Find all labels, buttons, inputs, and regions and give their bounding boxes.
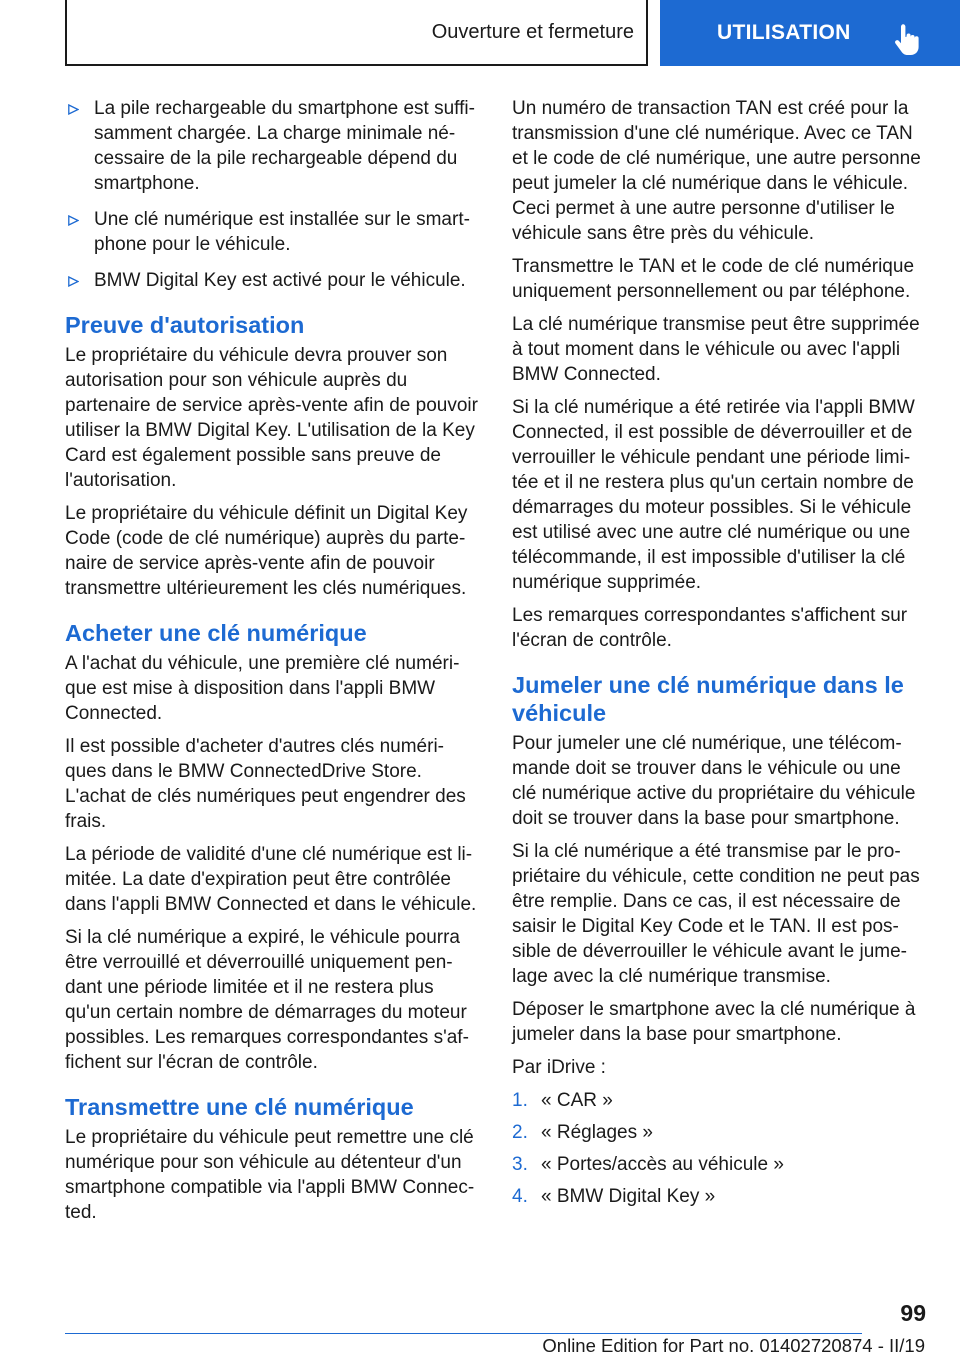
chapter-tab	[660, 0, 960, 66]
triangle-bullet-icon	[68, 215, 79, 226]
paragraph: La clé numérique transmise peut être supprimée à tout moment dans le véhicule ou avec l'appli BMW Connected.	[512, 314, 920, 385]
paragraph: Par iDrive :	[512, 1057, 606, 1078]
page-number: 99	[900, 1300, 926, 1326]
triangle-bullet-icon	[68, 276, 79, 287]
requirements-list	[65, 96, 478, 293]
paragraph: Les remarques correspondantes s'affichent sur l'écran de contrôle.	[512, 605, 908, 651]
chapter-title: UTILISATION	[717, 21, 851, 44]
paragraph: Le propriétaire du véhicule peut remettre une clé numérique pour son véhicule au détenteur d'un smartphone compatible via l'appli BMW Connected.	[65, 1127, 475, 1223]
right-column	[512, 96, 926, 1216]
triangle-bullet-icon	[68, 104, 79, 115]
paragraph: Pour jumeler une clé numérique, une télécommande doit se trouver dans le véhicule ou une clé numérique active du propriétaire du véhicule doit se trouver dans la base pour smartphone.	[512, 733, 916, 829]
step-number: 4.	[512, 1186, 528, 1207]
list-item	[65, 96, 478, 196]
step-number: 3.	[512, 1154, 528, 1175]
paragraph: Transmettre le TAN et le code de clé numérique uniquement personnellement ou par téléphone.	[512, 256, 915, 302]
pointing-hand-icon	[894, 24, 920, 56]
list-item	[65, 207, 478, 257]
list-item	[512, 1152, 926, 1177]
heading-preuve-autorisation: Preuve d'autorisation	[65, 312, 305, 338]
paragraph: Un numéro de transaction TAN est créé pour la transmission d'une clé numérique. Avec ce TAN et le code de clé numérique, une autre personne peut jumeler la clé numérique dans le véhicule. Ceci permet à une autre personne d'utiliser le véhicule sans être près du véhicule.	[512, 98, 921, 244]
step-text: « CAR »	[541, 1090, 613, 1111]
paragraph: Si la clé numérique a expiré, le véhicule pourra être verrouillé et déverrouillé uniquement pendant une période limitée et il ne restera plus qu'un certain nombre de démarrages du moteur possibles. Les remarques correspondantes s'affichent sur l'écran de contrôle.	[65, 927, 469, 1073]
paragraph: Il est possible d'acheter d'autres clés numériques dans le BMW ConnectedDrive Store. L'achat de clés numériques peut engendrer des frais.	[65, 736, 466, 832]
list-item-text: BMW Digital Key est activé pour le véhicule.	[94, 270, 466, 291]
step-text: « BMW Digital Key »	[541, 1186, 716, 1207]
section-tab	[65, 0, 648, 66]
step-text: « Réglages »	[541, 1122, 653, 1143]
list-item-text: Une clé numérique est installée sur le smartphone pour le véhicule.	[94, 209, 470, 255]
footer-divider	[65, 1333, 862, 1334]
edition-footer: Online Edition for Part no. 01402720874 - II/19	[542, 1335, 925, 1356]
page-header	[0, 0, 960, 66]
step-number: 2.	[512, 1122, 528, 1143]
heading-jumeler-cle: Jumeler une clé numérique dans le véhicule	[512, 672, 904, 726]
list-item	[512, 1184, 926, 1209]
paragraph: La période de validité d'une clé numérique est limitée. La date d'expiration peut être contrôlée dans l'appli BMW Connected et dans le véhicule.	[65, 844, 477, 915]
list-item	[512, 1120, 926, 1145]
heading-transmettre-cle: Transmettre une clé numérique	[65, 1094, 414, 1120]
list-item-text: La pile rechargeable du smartphone est suffisamment chargée. La charge minimale nécessaire de la pile rechargeable dépend du smartphone.	[94, 98, 475, 194]
paragraph: Le propriétaire du véhicule devra prouver son autorisation pour son véhicule auprès du partenaire de service après-vente afin de pouvoir utiliser la BMW Digital Key. L'utilisation de la Key Card est également possible sans preuve de l'autorisation.	[65, 345, 478, 491]
section-title: Ouverture et fermeture	[431, 20, 634, 43]
list-item	[512, 1088, 926, 1113]
heading-acheter-cle: Acheter une clé numérique	[65, 620, 367, 646]
paragraph: Déposer le smartphone avec la clé numérique à jumeler dans la base pour smartphone.	[512, 999, 916, 1045]
paragraph: Si la clé numérique a été transmise par le propriétaire du véhicule, cette condition ne peut pas être remplie. Dans ce cas, il est nécessaire de saisir le Digital Key Code et le TAN. Il est possible de déverrouiller le véhicule avant le jumelage avec la clé numérique transmise.	[512, 841, 920, 987]
paragraph: Le propriétaire du véhicule définit un Digital Key Code (code de clé numérique) auprès du partenaire de service après-vente afin de pouvoir transmettre ultérieurement les clés numériques.	[65, 503, 468, 599]
paragraph: Si la clé numérique a été retirée via l'appli BMW Connected, il est possible de déverrouiller et de verrouiller le véhicule pendant une période limitée et il ne restera plus qu'un certain nombre de démarrages du moteur possibles. Si le véhicule est utilisé avec une autre clé numérique ou une télécommande, il est impossible d'utiliser la clé numérique supprimée.	[512, 397, 915, 593]
idrive-steps-list	[512, 1088, 926, 1209]
list-item	[65, 268, 478, 293]
step-text: « Portes/accès au véhicule »	[541, 1154, 784, 1175]
step-number: 1.	[512, 1090, 528, 1111]
paragraph: A l'achat du véhicule, une première clé numérique est mise à disposition dans l'appli BMW Connected.	[65, 653, 460, 724]
left-column	[65, 96, 478, 1233]
